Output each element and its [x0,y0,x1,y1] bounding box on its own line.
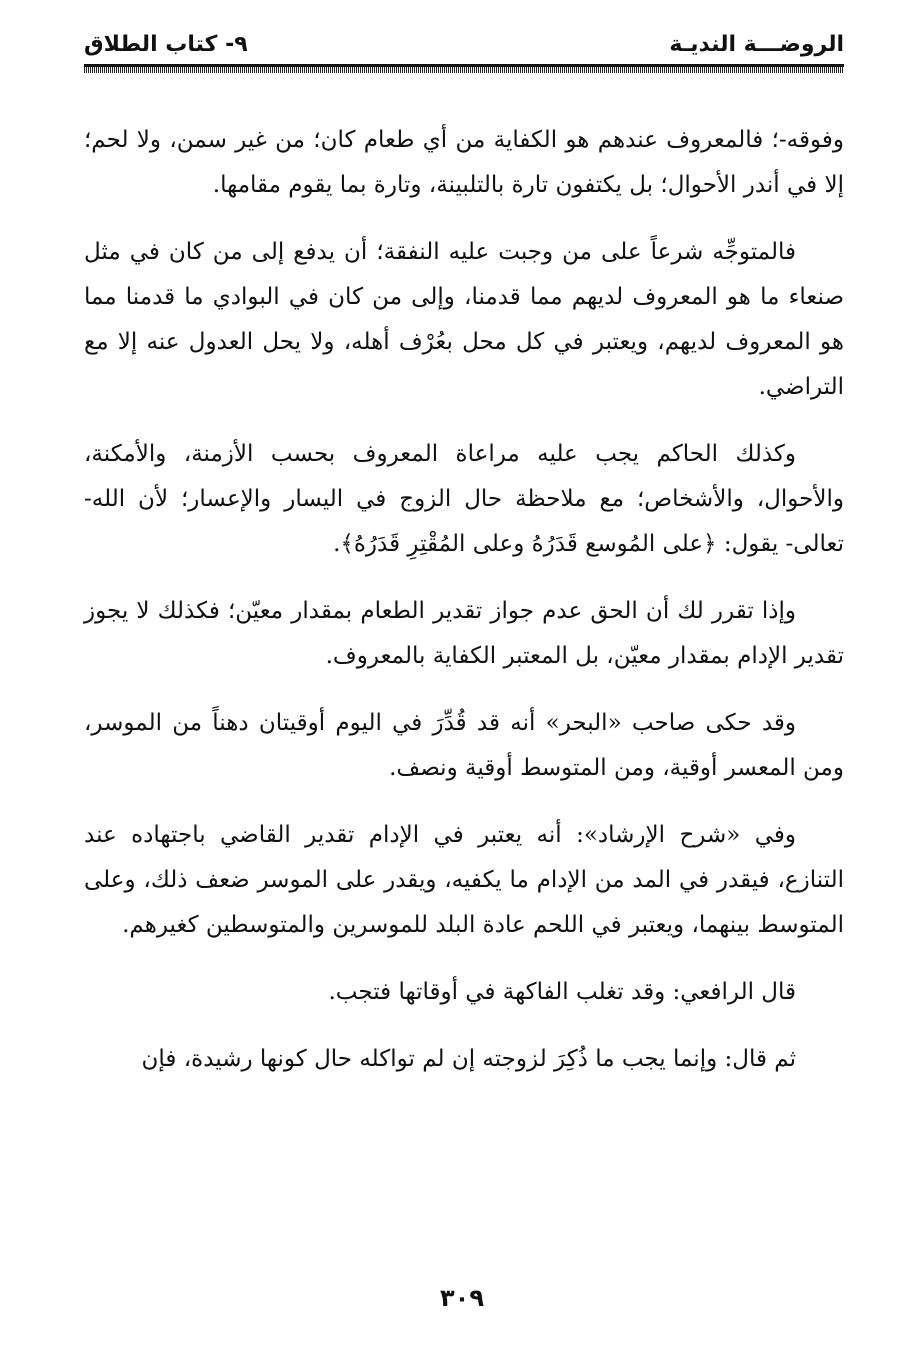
book-title: الروضـــة النديـة [669,32,844,57]
paragraph: وقد حكى صاحب «البحر» أنه قد قُدِّرَ في اليوم أوقيتان دهناً من الموسر، ومن المعسر أوقية، ومن المتوسط أوقية ونصف. [84,710,844,781]
body-text [84,118,844,1104]
running-header [84,22,844,62]
paragraph: وفي «شرح الإرشاد»: أنه يعتبر في الإدام تقدير القاضي باجتهاده عند التنازع، فيقدر في المد من الإدام ما يكفيه، ويقدر على الموسر ضعف ذلك، وعلى المتوسط بينهما، ويعتبر في اللحم عادة البلد للموسرين والمتوسطين كغيرهم. [84,822,844,938]
paragraph: قال الرافعي: وقد تغلب الفاكهة في أوقاتها فتجب. [328,979,796,1005]
paragraph: فالمتوجِّه شرعاً على من وجبت عليه النفقة؛ أن يدفع إلى من كان في مثل صنعاء ما هو المعروف لديهم مما قدمنا، وإلى من كان في البوادي ما قدمنا مما هو المعروف لديهم، ويعتبر في كل محل بعُرْف أهله، ولا يحل العدول عنه إلا مع التراضي. [84,239,844,400]
paragraph: وإذا تقرر لك أن الحق عدم جواز تقدير الطعام بمقدار معيّن؛ فكذلك لا يجوز تقدير الإدام بمقدار معيّن، بل المعتبر الكفاية بالمعروف. [84,598,844,669]
chapter-title: ٩- كتاب الطلاق [84,32,248,57]
paragraph: ثم قال: وإنما يجب ما ذُكِرَ لزوجته إن لم تواكله حال كونها رشيدة، فإن [141,1046,796,1072]
page-number: ٣٠٩ [440,1284,484,1312]
header-divider [84,64,844,73]
paragraph: وكذلك الحاكم يجب عليه مراعاة المعروف بحسب الأزمنة، والأمكنة، والأحوال، والأشخاص؛ مع ملاحظة حال الزوج في اليسار والإعسار؛ لأن الله- تعالى- يقول: ﴿على المُوسع قَدَرُهُ وعلى المُقْتِرِ قَدَرُهُ﴾. [84,441,844,557]
paragraph-continuation: وفوقه-؛ فالمعروف عندهم هو الكفاية من أي طعام كان؛ من غير سمن، ولا لحم؛ إلا في أندر الأحوال؛ بل يكتفون تارة بالتلبينة، وتارة بما يقوم مقامها. [84,127,844,198]
